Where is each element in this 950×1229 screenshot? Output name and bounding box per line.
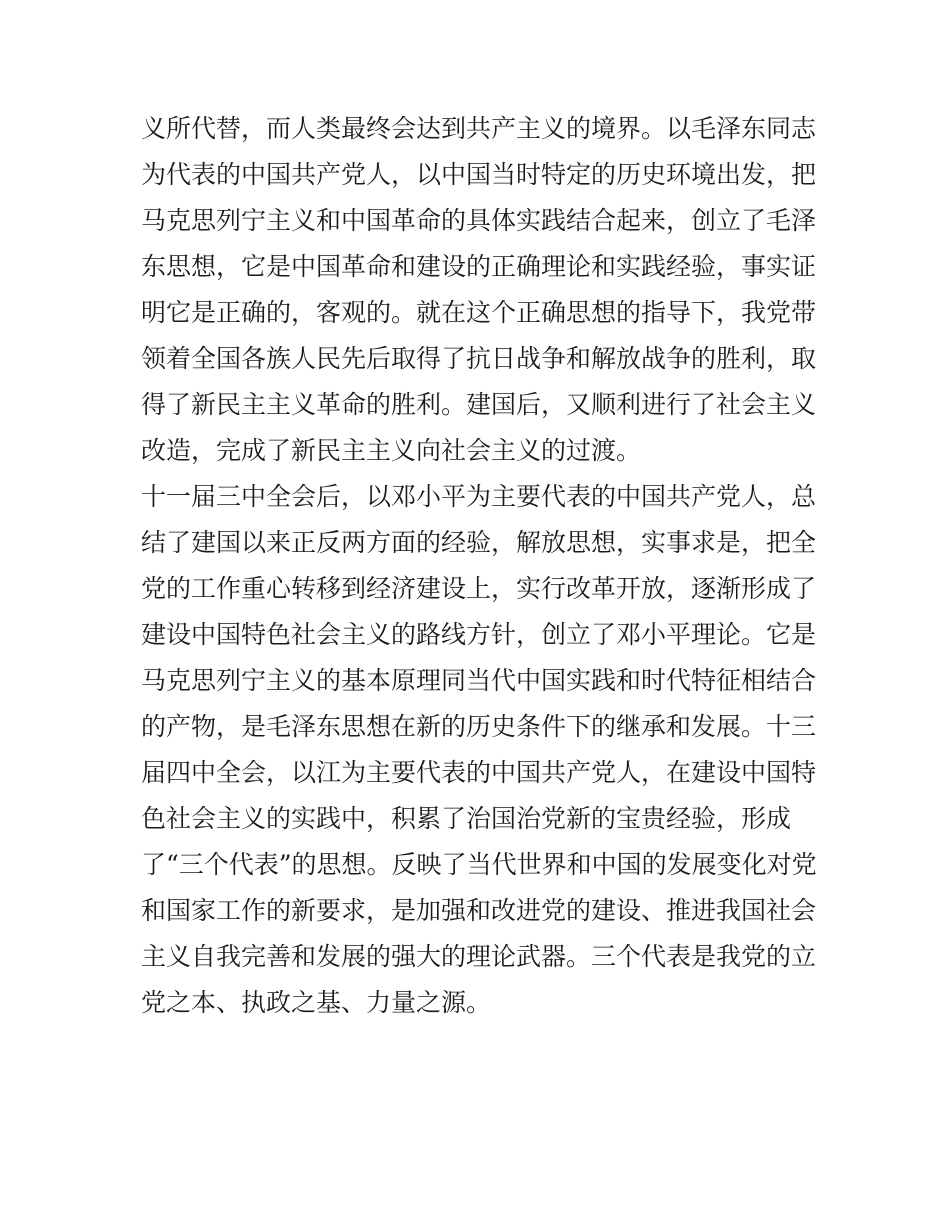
text-line: 的产物，是毛泽东思想在新的历史条件下的继承和发展。十三 — [141, 712, 817, 741]
text-line: 为代表的中国共产党人，以中国当时特定的历史环境出发，把 — [141, 160, 817, 189]
text-line: 马克思列宁主义和中国革命的具体实践结合起来，创立了毛泽 — [141, 206, 817, 235]
text-line: 了“三个代表”的思想。反映了当代世界和中国的发展变化对党 — [141, 850, 817, 879]
text-line: 党之本、执政之基、力量之源。 — [141, 988, 492, 1017]
text-line: 主义自我完善和发展的强大的理论武器。三个代表是我党的立 — [141, 942, 817, 971]
text-line: 党的工作重心转移到经济建设上，实行改革开放，逐渐形成了 — [141, 574, 817, 603]
text-line: 十一届三中全会后，以邓小平为主要代表的中国共产党人，总 — [141, 482, 817, 511]
text-line: 届四中全会，以江为主要代表的中国共产党人，在建设中国特 — [141, 758, 817, 787]
text-line: 和国家工作的新要求，是加强和改进党的建设、推进我国社会 — [141, 896, 817, 925]
body-text — [141, 106, 821, 1026]
text-line: 马克思列宁主义的基本原理同当代中国实践和时代特征相结合 — [141, 666, 817, 695]
text-line: 改造，完成了新民主主义向社会主义的过渡。 — [141, 436, 642, 465]
text-line: 得了新民主主义革命的胜利。建国后，又顺利进行了社会主义 — [141, 390, 817, 419]
text-line: 明它是正确的，客观的。就在这个正确思想的指导下，我党带 — [141, 298, 817, 327]
text-line: 东思想，它是中国革命和建设的正确理论和实践经验，事实证 — [141, 252, 817, 281]
text-line: 结了建国以来正反两方面的经验，解放思想，实事求是，把全 — [141, 528, 817, 557]
text-line: 色社会主义的实践中，积累了治国治党新的宝贵经验，形成 — [141, 804, 792, 833]
text-line: 建设中国特色社会主义的路线方针，创立了邓小平理论。它是 — [141, 620, 817, 649]
text-line: 义所代替，而人类最终会达到共产主义的境界。以毛泽东同志 — [141, 114, 817, 143]
text-line: 领着全国各族人民先后取得了抗日战争和解放战争的胜利，取 — [141, 344, 817, 373]
